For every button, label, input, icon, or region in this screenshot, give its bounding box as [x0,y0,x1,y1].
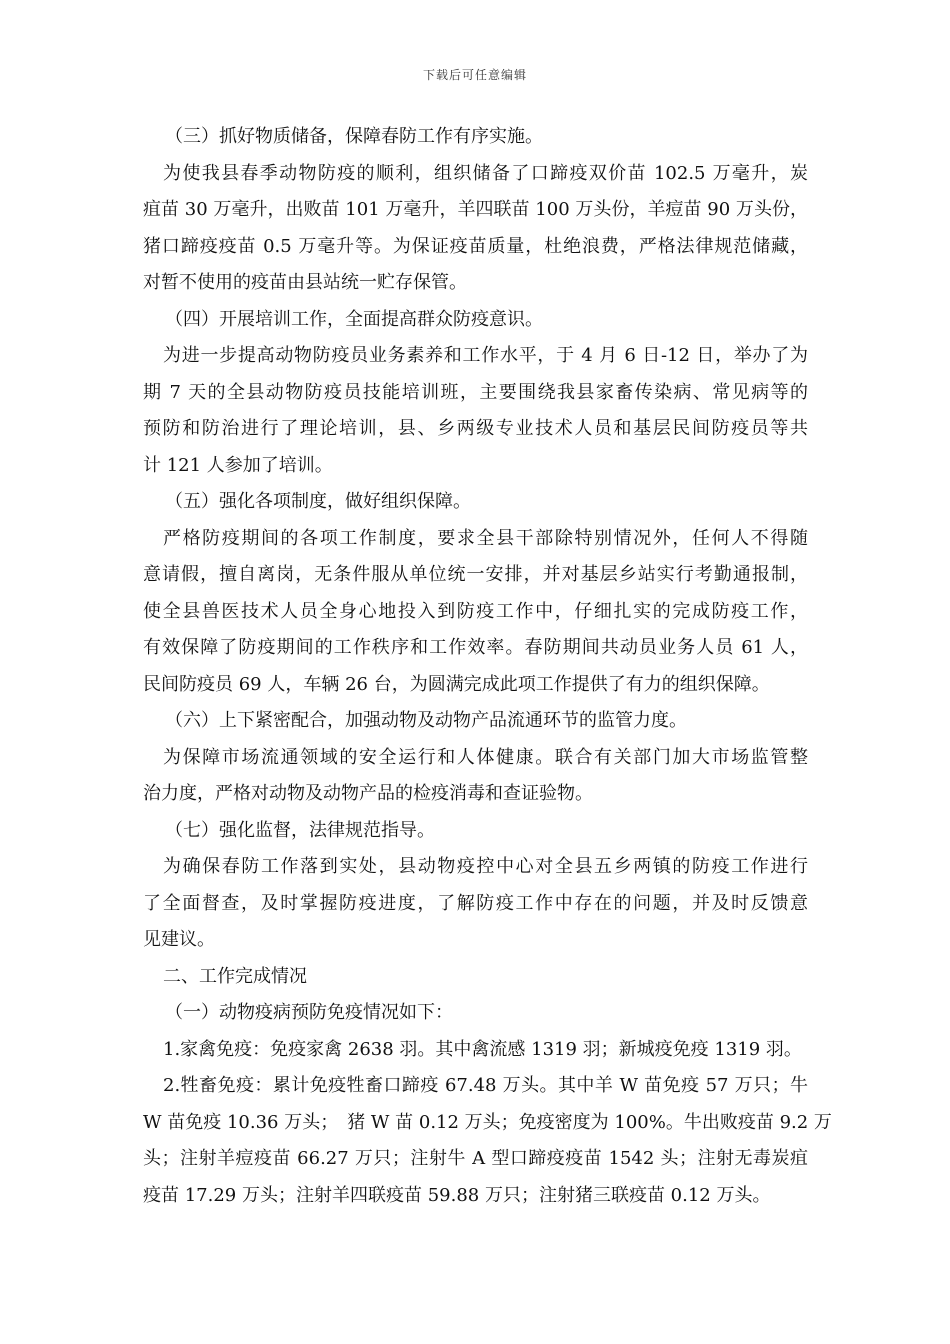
text-line: 为进一步提高动物防疫员业务素养和工作水平，于 4 月 6 日-12 日，举办了为 [163,345,808,366]
text-line: 治力度，严格对动物及动物产品的检疫消毒和查证验物。 [143,783,593,804]
text-line: 为确保春防工作落到实处，县动物疫控中心对全县五乡两镇的防疫工作进行 [163,856,808,877]
text-line: （一）动物疫病预防免疫情况如下： [165,1002,453,1023]
text-line: 为使我县春季动物防疫的顺利，组织储备了口蹄疫双价苗 102.5 万毫升，炭 [163,162,808,184]
text-line: 期 7 天的全县动物防疫员技能培训班，主要围绕我县家畜传染病、常见病等的 [143,381,808,403]
text-line: 1.家禽免疫：免疫家禽 2638 羽。其中禽流感 1319 羽；新城疫免疫 1319 羽。 [163,1038,802,1060]
text-line: 对暂不使用的疫苗由县站统一贮存保管。 [143,272,467,293]
text-line: 为保障市场流通领域的安全运行和人体健康。联合有关部门加大市场监管整 [163,746,808,768]
text-line: 猪口蹄疫疫苗 0.5 万毫升等。为保证疫苗质量，杜绝浪费，严格法律规范储藏， [143,235,808,257]
text-line: （五）强化各项制度，做好组织保障。 [165,491,471,512]
text-line: （四）开展培训工作，全面提高群众防疫意识。 [165,308,543,330]
text-line: （六）上下紧密配合，加强动物及动物产品流通环节的监管力度。 [165,710,687,731]
text-line: W 苗免疫 10.36 万头； 猪 W 苗 0.12 万头；免疫密度为 100%。牛出败疫苗 9.2 万 [143,1111,832,1133]
document-body [143,119,832,1214]
page-header-note: 下载后可任意编辑 [422,68,527,82]
text-line: 了全面督查，及时掌握防疫进度，了解防疫工作中存在的问题，并及时反馈意 [143,892,808,914]
text-line: 严格防疫期间的各项工作制度，要求全县干部除特别情况外，任何人不得随 [163,527,808,549]
text-line: 预防和防治进行了理论培训，县、乡两级专业技术人员和基层民间防疫员等共 [143,418,808,439]
text-line: 民间防疫员 69 人，车辆 26 台，为圆满完成此项工作提供了有力的组织保障。 [143,673,770,695]
text-line: 疽苗 30 万毫升，出败苗 101 万毫升，羊四联苗 100 万头份，羊痘苗 90 万头份， [143,199,808,220]
text-line: 头；注射羊痘疫苗 66.27 万只；注射牛 A 型口蹄疫疫苗 1542 头；注射无毒炭疽 [143,1148,808,1169]
text-line: 疫苗 17.29 万头；注射羊四联疫苗 59.88 万只；注射猪三联疫苗 0.12 万头。 [143,1184,771,1206]
text-line: 计 121 人参加了培训。 [143,454,333,476]
text-line: 二、工作完成情况 [163,965,307,987]
text-line: 2.牲畜免疫：累计免疫牲畜口蹄疫 67.48 万头。其中羊 W 苗免疫 57 万只；牛 [163,1075,808,1096]
text-line: 意请假，擅自离岗，无条件服从单位统一安排，并对基层乡站实行考勤通报制， [143,564,808,585]
text-line: 见建议。 [143,929,215,950]
text-line: （三）抓好物质储备，保障春防工作有序实施。 [165,126,543,147]
text-line: （七）强化监督，法律规范指导。 [165,819,435,841]
text-line: 有效保障了防疫期间的工作秩序和工作效率。春防期间共动员业务人员 61 人， [143,637,808,658]
text-line: 使全县兽医技术人员全身心地投入到防疫工作中，仔细扎实的完成防疫工作， [143,600,808,622]
